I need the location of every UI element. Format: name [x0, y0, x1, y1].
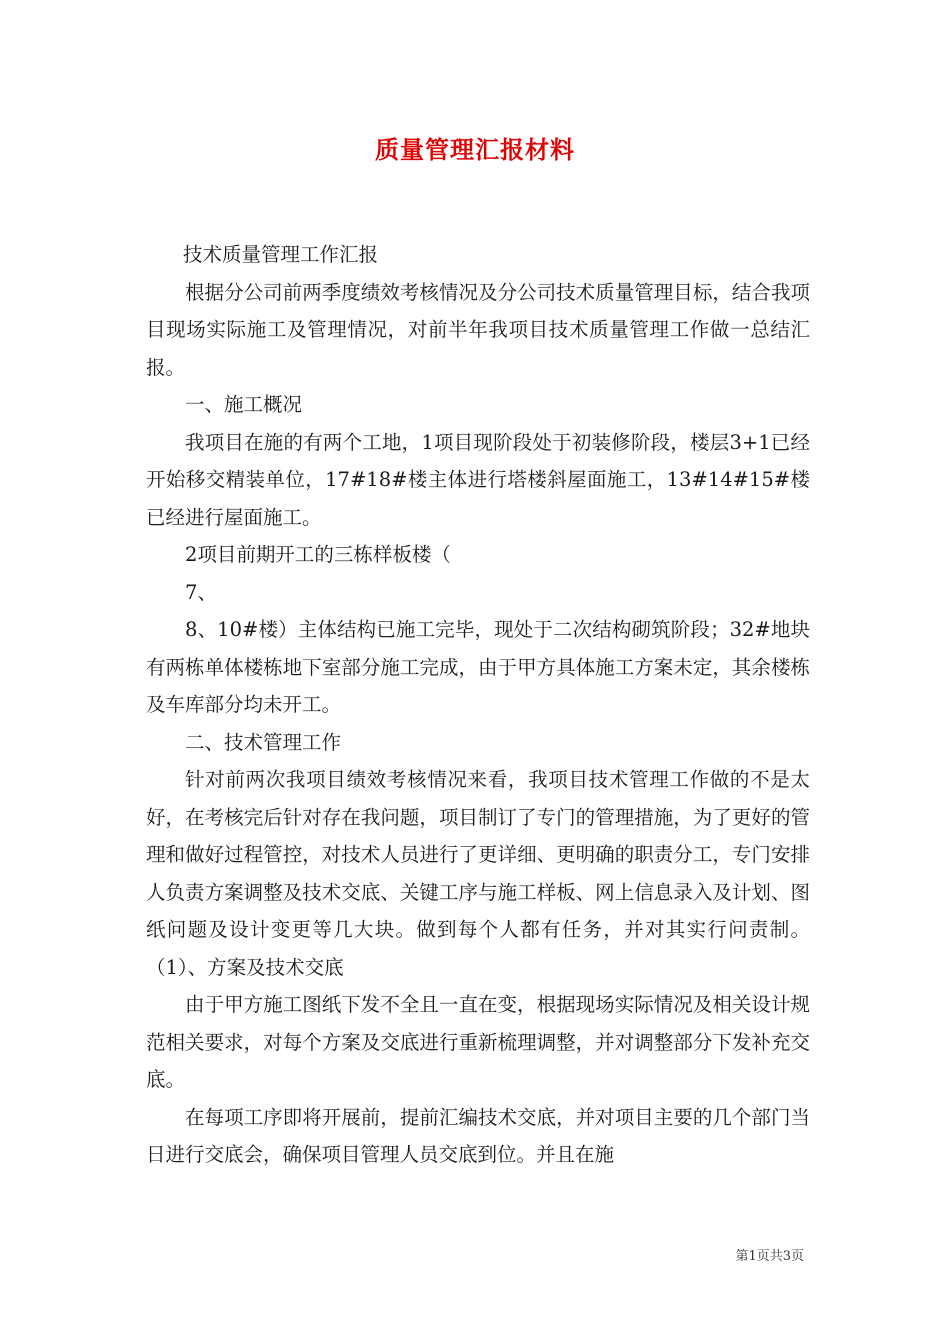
page-number: 第1页共3页 [735, 1249, 804, 1264]
paragraph-fragment: 7、 [185, 580, 217, 604]
section-heading-construction-overview: 一、施工概况 [185, 393, 303, 416]
paragraph-report-heading: 技术质量管理工作汇报 [183, 243, 379, 266]
paragraph-project-1: 我项目在施的有两个工地，1项目现阶段处于初装修阶段，楼层3+1已经开始移交精装单位，17#18#楼主体进行塔楼斜屋面施工，13#14#15#楼已经进行屋面施工。 [146, 430, 810, 529]
paragraph-drawings-adjustment: 由于甲方施工图纸下发不全且一直在变，根据现场实际情况及相关设计规范相关要求，对每个方案及交底进行重新梳理调整，并对调整部分下发补充交底。 [146, 993, 810, 1091]
paragraph-project-2: 2项目前期开工的三栋样板楼（ [185, 543, 451, 566]
paragraph-project-2-continued: 8、10#楼）主体结构已施工完毕，现处于二次结构砌筑阶段；32#地块有两栋单体楼栋地下室部分施工完成，由于甲方具体施工方案未定，其余楼栋及车库部分均未开工。 [146, 618, 810, 716]
paragraph-disclosure-meeting: 在每项工序即将开展前，提前汇编技术交底，并对项目主要的几个部门当日进行交底会，确保项目管理人员交底到位。并且在施 [146, 1105, 810, 1166]
document-body [146, 236, 810, 1174]
paragraph-intro: 根据分公司前两季度绩效考核情况及分公司技术质量管理目标，结合我项目现场实际施工及管理情况，对前半年我项目技术质量管理工作做一总结汇报。 [146, 280, 810, 379]
document-title: 质量管理汇报材料 [375, 135, 575, 164]
paragraph-technical-management: 针对前两次我项目绩效考核情况来看，我项目技术管理工作做的不是太好，在考核完后针对存在我问题，项目制订了专门的管理措施，为了更好的管理和做好过程管控，对技术人员进行了更详细、更明确的职责分工，专门安排人负责方案调整及技术交底、关键工序与施工样板、网上信息录入及计划、图纸问题及设计变更等几大块。做到每个人都有任务，并对其实行问责制。（1）、方案及技术交底 [146, 768, 810, 979]
section-heading-technical-management: 二、技术管理工作 [185, 730, 342, 754]
